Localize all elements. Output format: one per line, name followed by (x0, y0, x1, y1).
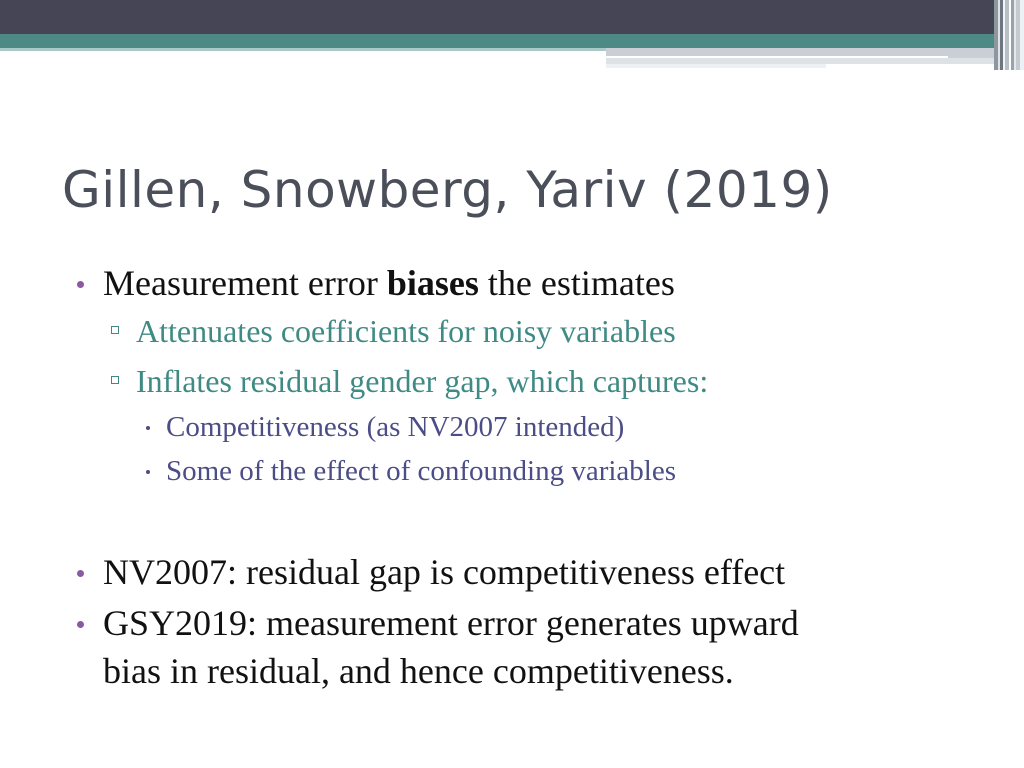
emphasis-text: biases (386, 263, 479, 303)
bullet-nv2007: NV2007: residual gap is competitiveness effect (103, 552, 786, 592)
bullet-dot-icon (77, 281, 84, 288)
bullet-gsy2019-line2: bias in residual, and hence competitiveness. (103, 651, 734, 691)
bullet-text: Measurement error (103, 263, 387, 303)
bullet-measurement-error (103, 263, 675, 304)
sub-bullet-attenuates: Attenuates coefficients for noisy variables (136, 313, 676, 349)
bullet-gsy2019-line1: GSY2019: measurement error generates upward (103, 603, 799, 643)
bullet-square-icon (111, 376, 119, 384)
sub-sub-bullet-competitiveness: Competitiveness (as NV2007 intended) (166, 411, 625, 443)
bullet-dot-icon (77, 621, 84, 628)
bullet-square-icon (111, 326, 119, 334)
sub-sub-bullet-confounding: Some of the effect of confounding variables (166, 455, 677, 487)
bullet-small-dot-icon (146, 470, 150, 474)
bullet-small-dot-icon (146, 426, 150, 430)
bullet-dot-icon (77, 570, 84, 577)
slide-title: Gillen, Snowberg, Yariv (2019) (62, 161, 833, 219)
sub-bullet-inflates: Inflates residual gender gap, which captures: (136, 363, 709, 399)
bullet-text: the estimates (478, 263, 675, 303)
